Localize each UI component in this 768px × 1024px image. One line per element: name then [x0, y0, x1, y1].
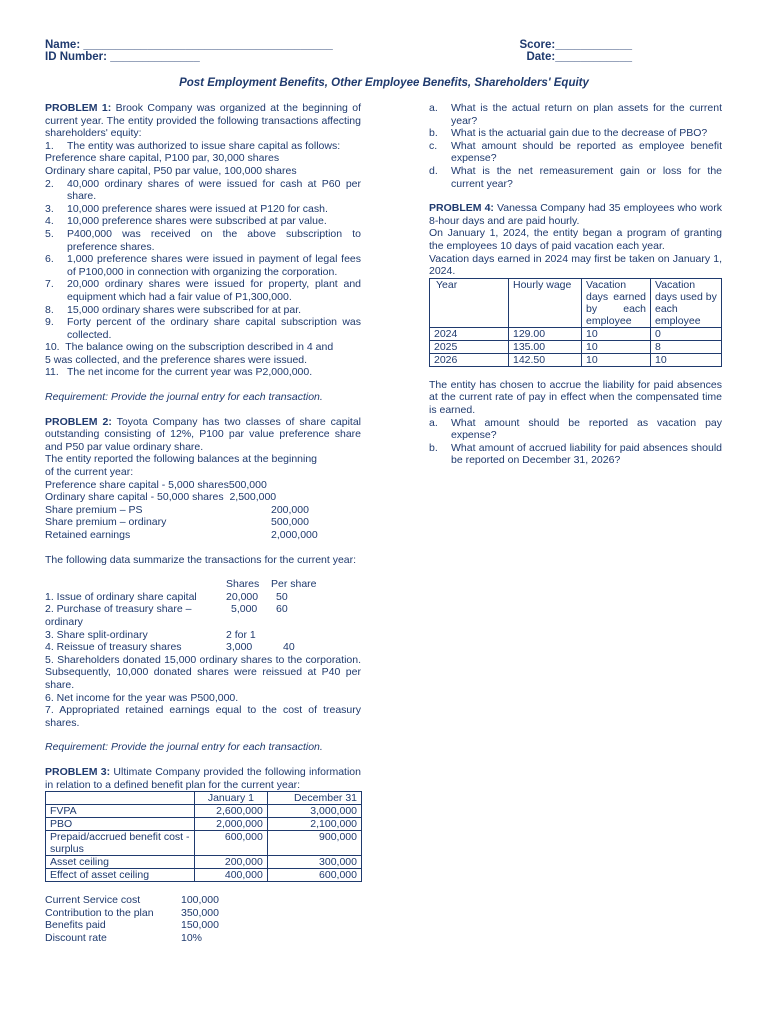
table-row: 2. Purchase of treasury share – ordinary 5,000 60: [45, 603, 288, 628]
problem-4-intro-3: Vacation days earned in 2024 may first be taken on January 1, 2024.: [429, 252, 722, 278]
list-item: Current Service cost 100,000: [45, 894, 219, 907]
table-row: PBO 2,000,000 2,100,000: [46, 818, 362, 831]
list-item: 3. 10,000 preference shares were issued at P120 for cash.: [45, 202, 328, 215]
table-header-row: January 1 December 31: [46, 792, 362, 805]
list-item: d. What is the net remeasurement gain or loss for the current year?: [429, 164, 722, 190]
list-item: Contribution to the plan 350,000: [45, 906, 219, 919]
problem-3-extra: [45, 894, 361, 944]
list-item: a. What amount should be reported as vacation pay expense?: [429, 416, 722, 442]
problem-4-questions: [429, 417, 722, 467]
problem-2-balances: [45, 479, 361, 542]
problem-1-intro: PROBLEM 1: Brook Company was organized at the beginning of current year. The entity provided the following transactions affecting shareholders' equity:: [45, 102, 361, 140]
problem-2-transactions-header: Shares Per share: [226, 578, 317, 591]
balance-row: Share premium – ordinary 500,000: [45, 516, 309, 529]
table-row: 1. Issue of ordinary share capital 20,000 50: [45, 590, 288, 603]
problem-1-item-1: 1. The entity was authorized to issue share capital as follows:: [45, 139, 341, 152]
problem-4-intro-2: On January 1, 2024, the entity began a program of granting the employees 10 days of paid vacation each year.: [429, 227, 722, 252]
problem-2-requirement: Requirement: Provide the journal entry for each transaction.: [45, 741, 323, 754]
score-label: Score:: [519, 39, 556, 51]
problem-3-questions: [429, 102, 722, 190]
list-item: 6. 1,000 preference shares were issued in payment of legal fees of P100,000 in connection with organizing the corporation.: [45, 253, 361, 278]
list-item: 2. 40,000 ordinary shares of were issued for cash at P60 per share.: [45, 177, 361, 203]
page-title: Post Employment Benefits, Other Employee Benefits, Shareholders' Equity: [179, 77, 589, 89]
id-number-line: ______________: [110, 51, 200, 63]
table-row: Effect of asset ceiling 400,000 600,000: [46, 869, 362, 882]
problem-2-label: PROBLEM 2:: [45, 415, 112, 428]
table-row: Prepaid/accrued benefit cost - surplus 600,000 900,000: [46, 831, 362, 856]
name-label: Name:: [45, 39, 81, 51]
list-item: 4. 10,000 preference shares were subscribed at par value.: [45, 215, 327, 228]
table-row: 2025 135.00 10 8: [430, 340, 722, 353]
name-field: [45, 39, 333, 52]
table-header-row: Year Hourly wage Vacation days earned by each employee Vacation days used by each employee: [430, 278, 722, 327]
table-row: Asset ceiling 200,000 300,000: [46, 856, 362, 869]
problem-2-transaction-7: 7. Appropriated retained earnings equal to the cost of treasury shares.: [45, 704, 361, 729]
id-number-label: ID Number:: [45, 51, 107, 63]
problem-2-transaction-6: 6. Net income for the year was P500,000.: [45, 691, 239, 704]
list-item: Benefits paid 150,000: [45, 919, 219, 932]
problem-3-label: PROBLEM 3:: [45, 765, 111, 778]
balance-row: Ordinary share capital - 50,000 shares 2,500,000: [45, 491, 277, 504]
table-row: FVPA 2,600,000 3,000,000: [46, 805, 362, 818]
balance-row: Retained earnings 2,000,000: [45, 529, 318, 541]
defined-benefit-table: [45, 791, 362, 882]
problem-1-items: [45, 178, 361, 342]
problem-2-balance-intro-cont: of the current year:: [45, 466, 134, 479]
balance-row: Preference share capital - 5,000 shares 500,000: [45, 478, 267, 491]
id-number-field: [45, 51, 200, 64]
problem-1-pref-line: Preference share capital, P100 par, 30,000 shares: [45, 152, 280, 165]
list-item: 7. 20,000 ordinary shares were issued for property, plant and equipment which had a fair value of P1,300,000.: [45, 278, 361, 303]
problem-2-transaction-5: 5. Shareholders donated 15,000 ordinary shares to the corporation. Subsequently, 10,000 donated shares were reissued at P40 per share.: [45, 653, 361, 691]
score-field: [519, 39, 632, 52]
problem-2-transactions-intro: The following data summarize the transactions for the current year:: [45, 553, 357, 566]
vacation-table: [429, 278, 722, 367]
table-row: 3. Share split-ordinary 2 for 1: [45, 628, 256, 641]
list-item: b. What amount of accrued liability for paid absences should be reported on December 31, 2026?: [429, 441, 722, 467]
list-item: 5. P400,000 was received on the above subscription to preference shares.: [45, 227, 361, 253]
problem-2-balance-intro: The entity reported the following balances at the beginning: [45, 453, 318, 466]
problem-3-intro: PROBLEM 3: Ultimate Company provided the following information in relation to a defined benefit plan for the current year:: [45, 765, 361, 791]
table-row: 4. Reissue of treasury shares 3,000 40: [45, 641, 295, 654]
date-line: ____________: [555, 51, 632, 63]
problem-1-requirement: Requirement: Provide the journal entry for each transaction.: [45, 391, 323, 404]
list-item: 9. Forty percent of the ordinary share capital subscription was collected.: [45, 316, 361, 341]
problem-4-intro: PROBLEM 4: Vanessa Company had 35 employees who work 8-hour days and are paid hourly.: [429, 202, 722, 227]
problem-1-item-11: 11. The net income for the current year was P2,000,000.: [45, 366, 313, 379]
problem-1-ord-line: Ordinary share capital, P50 par value, 100,000 shares: [45, 164, 297, 177]
problem-1-label: PROBLEM 1:: [45, 102, 112, 114]
score-line: ____________: [555, 39, 632, 51]
date-field: [526, 51, 632, 64]
list-item: 8. 15,000 ordinary shares were subscribed for at par.: [45, 303, 302, 316]
list-item: a. What is the actual return on plan assets for the current year?: [429, 102, 722, 127]
name-line: _______________________________________: [83, 39, 333, 51]
problem-1-item-10: 10. The balance owing on the subscription described in 4 and: [45, 341, 334, 354]
right-column: [429, 102, 722, 467]
problem-1-item-10-cont: 5 was collected, and the preference shares were issued.: [45, 353, 308, 366]
problem-4-label: PROBLEM 4:: [429, 202, 494, 215]
problem-2-intro: PROBLEM 2: Toyota Company has two classes of share capital outstanding consisting of 12%, P100 par value preference share and P50 par value ordinary share.: [45, 415, 361, 453]
list-item: Discount rate 10%: [45, 931, 203, 944]
list-item: b. What is the actuarial gain due to the decrease of PBO?: [429, 127, 708, 140]
left-column: [45, 102, 361, 944]
balance-row: Share premium – PS 200,000: [45, 503, 309, 516]
problem-4-note: The entity has chosen to accrue the liability for paid absences at the current rate of pay in effect when the compensated time is earned.: [429, 378, 722, 416]
table-row: 2024 129.00 10 0: [430, 327, 722, 340]
list-item: c. What amount should be reported as employee benefit expense?: [429, 139, 722, 165]
table-row: 2026 142.50 10 10: [430, 353, 722, 366]
date-label: Date:: [526, 51, 556, 63]
